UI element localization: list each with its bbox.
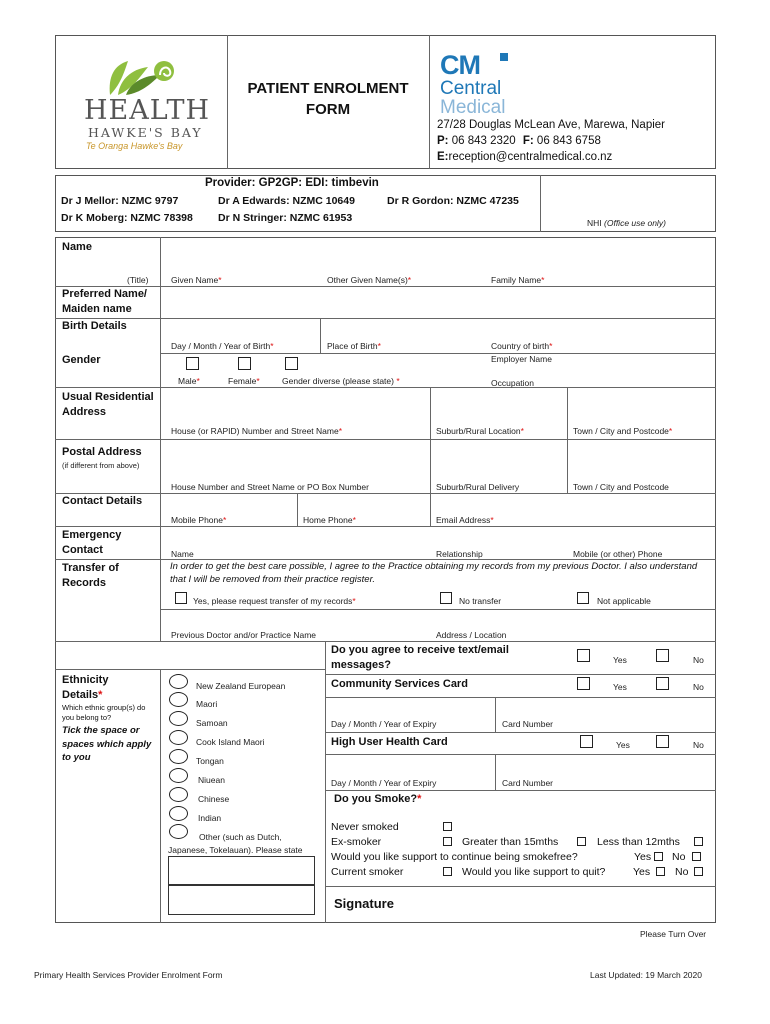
smokefree-yes-label: Yes [634,851,652,863]
emergency-name-label: Name [171,549,194,559]
eth-niuean-radio[interactable] [169,768,188,783]
postal-town-label: Town / City and Postcode [573,482,669,492]
logo-sub-text: HAWKE'S BAY [88,125,203,140]
smoke-lt-checkbox[interactable] [694,837,703,846]
postal-note: (if different from above) [62,461,140,470]
eth-tongan-radio[interactable] [169,749,188,764]
transfer-no-checkbox[interactable] [440,592,452,604]
smoke-ex-checkbox[interactable] [443,837,452,846]
health-hawkes-bay-logo [80,55,215,150]
eth-option-5: Niuean [198,775,225,785]
birth-details-label: Birth Details [62,320,127,332]
emergency-mobile-label: Mobile (or other) Phone [573,549,663,559]
doctor-2: Dr A Edwards: NZMC 10649 [218,195,355,207]
male-checkbox[interactable] [186,357,199,370]
smoke-question: Do you Smoke?* [334,793,422,805]
text-no-label: No [693,655,704,665]
signature-label: Signature [334,896,394,911]
emergency-relationship-label: Relationship [436,549,483,559]
given-name-label: Given Name* [171,275,222,285]
csc-expiry-label: Day / Month / Year of Expiry [331,719,437,729]
central-medical-logo [440,50,505,117]
res-town-label: Town / City and Postcode* [573,426,673,436]
huhc-card-label: Card Number [502,778,554,788]
eth-option-3: Cook Island Maori [196,737,265,747]
smoke-lt-label: Less than 12mths [597,836,680,848]
huhc-no-label: No [693,740,704,750]
csc-label: Community Services Card [331,678,468,690]
transfer-yes-label: Yes, please request transfer of my records* [193,596,356,606]
text-msg-question: Do you agree to receive text/email messages? [331,644,509,671]
nhi-field[interactable] [541,176,715,216]
eth-option-0: New Zealand European [196,681,286,691]
name-input-area[interactable] [161,238,715,272]
gender-label: Gender [62,354,101,366]
postal-suburb-label: Suburb/Rural Delivery [436,482,520,492]
logo-main-text: HEALTH [84,95,211,126]
provider-title: Provider: GP2GP: EDI: timbevin [205,177,379,189]
footer-last-updated: Last Updated: 19 March 2020 [590,970,702,980]
quit-no-checkbox[interactable] [694,867,703,876]
transfer-na-checkbox[interactable] [577,592,589,604]
eth-samoan-radio[interactable] [169,711,188,726]
form-title: PATIENT ENROLMENT FORM [247,80,409,118]
eth-other-input-1[interactable] [168,856,315,885]
female-checkbox[interactable] [238,357,251,370]
signature-field[interactable] [410,888,714,921]
text-yes-label: Yes [613,655,627,665]
res-suburb-label: Suburb/Rural Location* [436,426,524,436]
quit-yes-label: Yes [633,866,651,878]
ethnicity-label: Ethnicity Details* [62,674,109,701]
huhc-yes-label: Yes [616,740,630,750]
smoke-ex-label: Ex-smoker [331,836,382,848]
ethnicity-question: Which ethnic group(s) do you belong to? [62,703,146,722]
smoke-never-checkbox[interactable] [443,822,452,831]
please-turn-over: Please Turn Over [640,929,707,939]
res-house-label: House (or RAPID) Number and Street Name* [171,426,343,436]
practice-email-line: E:reception@centralmedical.co.nz [437,151,613,163]
huhc-no-checkbox[interactable] [656,735,669,748]
eth-other-cont: Japanese, Tokelauan). Please state [168,845,303,855]
smoke-gt-label: Greater than 15mths [462,836,559,848]
smokefree-no-label: No [672,851,686,863]
footer-form-name: Primary Health Services Provider Enrolment Form [34,970,223,980]
smokefree-yes-checkbox[interactable] [654,852,663,861]
gender-diverse-checkbox[interactable] [285,357,298,370]
male-label: Male* [178,376,200,386]
eth-chinese-radio[interactable] [169,787,188,802]
doctor-1: Dr J Mellor: NZMC 9797 [61,195,179,207]
transfer-statement: In order to get the best care possible, I agree to the Practice obtaining my records from my previous Doctor. I also understand that I will be removed from their practice register. [170,561,698,585]
title-field-label: (Title) [127,275,149,285]
place-of-birth-label: Place of Birth* [327,341,381,351]
cm-square-icon [500,53,508,61]
eth-option-7: Indian [198,813,222,823]
eth-maori-radio[interactable] [169,692,188,707]
eth-option-6: Chinese [198,794,230,804]
family-name-label: Family Name* [491,275,545,285]
eth-option-8: Other (such as Dutch, [199,832,282,842]
previous-doctor-label: Previous Doctor and/or Practice Name [171,630,317,640]
logo-tagline: Te Oranga Hawke's Bay [86,141,183,151]
csc-yes-checkbox[interactable] [577,677,590,690]
text-yes-checkbox[interactable] [577,649,590,662]
gender-diverse-label: Gender diverse (please state) * [282,376,400,386]
quit-no-label: No [675,866,689,878]
quit-support-question: Would you like support to quit? [462,866,606,878]
eth-option-2: Samoan [196,718,228,728]
residential-label: Usual Residential Address [62,391,154,418]
practice-address: 27/28 Douglas McLean Ave, Marewa, Napier [437,119,666,131]
eth-other-radio[interactable] [169,824,188,839]
female-label: Female* [228,376,260,386]
eth-other-input-2[interactable] [168,885,315,915]
dob-label: Day / Month / Year of Birth* [171,341,274,351]
transfer-no-label: No transfer [459,596,502,606]
smokefree-support-question: Would you like support to continue being smokefree? [331,851,578,863]
practice-address-block [437,117,665,165]
huhc-expiry-label: Day / Month / Year of Expiry [331,778,437,788]
leaf-icon [80,55,215,100]
quit-yes-checkbox[interactable] [656,867,665,876]
smoke-current-checkbox[interactable] [443,867,452,876]
eth-option-1: Maori [196,699,218,709]
text-no-checkbox[interactable] [656,649,669,662]
other-given-label: Other Given Name(s)* [327,275,412,285]
eth-cook-island-radio[interactable] [169,730,188,745]
transfer-yes-checkbox[interactable] [175,592,187,604]
ethnicity-instruction: Tick the space or spaces which apply to you [62,725,152,763]
csc-no-label: No [693,682,704,692]
eth-indian-radio[interactable] [169,806,188,821]
country-of-birth-label: Country of birth* [491,341,553,351]
home-phone-label: Home Phone* [303,515,356,525]
postal-house-label: House Number and Street Name or PO Box Number [171,482,369,492]
previous-address-label: Address / Location [436,630,507,640]
smoke-gt-checkbox[interactable] [577,837,586,846]
eth-option-4: Tongan [196,756,224,766]
huhc-yes-checkbox[interactable] [580,735,593,748]
cm-word-central: Central [440,78,502,99]
csc-yes-label: Yes [613,682,627,692]
preferred-name-label: Preferred Name/ Maiden name [62,288,147,315]
contact-label: Contact Details [62,495,143,507]
huhc-label: High User Health Card [331,736,448,748]
occupation-label: Occupation [491,378,534,388]
doctor-5: Dr N Stringer: NZMC 61953 [218,212,353,224]
doctor-4: Dr K Moberg: NZMC 78398 [61,212,193,224]
doctor-3: Dr R Gordon: NZMC 47235 [387,195,519,207]
mobile-label: Mobile Phone* [171,515,227,525]
preferred-name-field[interactable] [161,287,715,317]
transfer-label: Transfer of Records [62,562,119,589]
emergency-label: Emergency Contact [62,529,122,556]
eth-nz-european-radio[interactable] [169,674,188,689]
practice-phone-line: P: 06 843 2320 F: 06 843 6758 [437,135,601,147]
name-label: Name [62,241,92,253]
employer-label: Employer Name [491,354,552,364]
csc-no-checkbox[interactable] [656,677,669,690]
smoke-never-label: Never smoked [331,821,399,833]
transfer-na-label: Not applicable [597,596,651,606]
csc-card-label: Card Number [502,719,554,729]
postal-label: Postal Address [62,446,142,458]
cm-word-medical: Medical [440,97,506,118]
smoke-current-label: Current smoker [331,866,404,878]
smokefree-no-checkbox[interactable] [692,852,701,861]
email-label: Email Address* [436,515,494,525]
nhi-label: NHI (Office use only) [587,218,666,228]
cm-letters: CM [440,50,480,80]
